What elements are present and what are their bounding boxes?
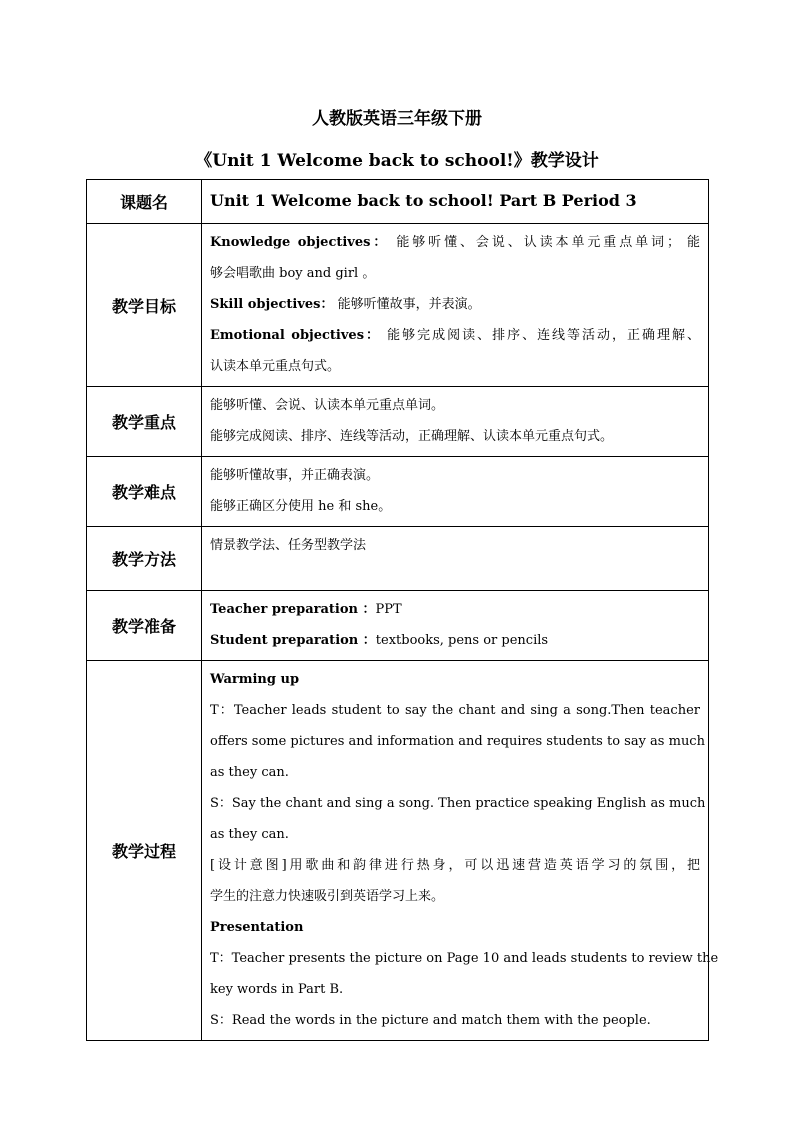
skill-label: Skill objectives：	[210, 297, 334, 312]
teacher-step-1-line-3: as they can.	[210, 765, 289, 780]
row-label-key-points: 教学重点	[87, 387, 202, 457]
skill-text: 能够听懂故事，并表演。	[333, 297, 481, 312]
student-step-2-line-1: S：Read the words in the picture and match them with the people.	[210, 1013, 651, 1028]
student-step-1-line-1: S：Say the chant and sing a song. Then practice speaking English as much	[210, 796, 706, 811]
student-preparation-label: Student preparation ：	[210, 633, 376, 648]
emotional-label: Emotional objectives：	[210, 328, 382, 343]
teacher-step-1-line-2: offers some pictures and information and requires students to say as much	[210, 734, 705, 749]
table-row-objectives	[87, 224, 709, 387]
objectives-cell	[202, 224, 709, 387]
teacher-preparation-label: Teacher preparation ：	[210, 602, 376, 617]
methods-text: 情景教学法、任务型教学法	[210, 538, 367, 553]
table-row-difficulties	[87, 457, 709, 527]
row-label-methods: 教学方法	[87, 527, 202, 591]
difficulty-1: 能够听懂故事，并正确表演。	[210, 468, 380, 483]
student-step-1-line-2: as they can.	[210, 827, 289, 842]
emotional-objectives-cont: 认读本单元重点句式。	[210, 359, 341, 374]
table-row-key-points	[87, 387, 709, 457]
knowledge-objectives-cont: 够会唱歌曲 boy and girl 。	[210, 266, 376, 281]
presentation-heading: Presentation	[210, 920, 304, 935]
skill-objectives	[210, 289, 700, 320]
teacher-step-2-line-1: T：Teacher presents the picture on Page 10 and leads students to review the	[210, 951, 719, 966]
emotional-text: 能够完成阅读、排序、连线等活动，正确理解、	[381, 328, 700, 343]
row-label-objectives: 教学目标	[87, 224, 202, 387]
table-row-methods	[87, 527, 709, 591]
row-label-preparation: 教学准备	[87, 591, 202, 661]
topic-cell	[202, 180, 709, 224]
table-row-process	[87, 661, 709, 1041]
teacher-step-2-line-2: key words in Part B.	[210, 982, 344, 997]
lesson-plan-table	[86, 179, 719, 1041]
process-cell	[202, 661, 719, 1041]
document-title: 人教版英语三年级下册	[312, 109, 482, 129]
key-point-1: 能够听懂、会说、认读本单元重点单词。	[210, 398, 445, 413]
row-label-topic: 课题名	[87, 180, 202, 224]
methods-cell	[202, 527, 709, 591]
teacher-preparation-text: PPT	[375, 602, 402, 617]
design-intent-line-2: 学生的注意力快速吸引到英语学习上来。	[210, 889, 445, 904]
knowledge-label: Knowledge objectives：	[210, 235, 390, 250]
student-preparation-text: textbooks, pens or pencils	[375, 633, 549, 648]
knowledge-objectives	[210, 227, 700, 258]
warming-up-heading: Warming up	[210, 672, 300, 687]
student-preparation	[210, 625, 700, 656]
difficulty-2: 能够正确区分使用 he 和 she。	[210, 499, 392, 514]
teacher-preparation	[210, 594, 700, 625]
table-row-preparation	[87, 591, 709, 661]
preparation-cell	[202, 591, 709, 661]
emotional-objectives	[210, 320, 700, 351]
key-point-2: 能够完成阅读、排序、连线等活动，正确理解、认读本单元重点句式。	[210, 429, 614, 444]
table-row-topic	[87, 180, 709, 224]
teacher-step-1-line-1: T：Teacher leads student to say the chant and sing a song.Then teacher	[210, 703, 700, 718]
row-label-process: 教学过程	[87, 661, 202, 1041]
document-subtitle: 《Unit 1 Welcome back to school!》教学设计	[195, 151, 599, 171]
key-points-cell	[202, 387, 709, 457]
knowledge-text: 能够听懂、会说、认读本单元重点单词； 能	[389, 235, 700, 250]
row-label-difficulties: 教学难点	[87, 457, 202, 527]
topic-value: Unit 1 Welcome back to school! Part B Period 3	[210, 191, 637, 210]
difficulties-cell	[202, 457, 709, 527]
design-intent-line-1: [设计意图]用歌曲和韵律进行热身，可以迅速营造英语学习的氛围，把	[210, 858, 700, 873]
